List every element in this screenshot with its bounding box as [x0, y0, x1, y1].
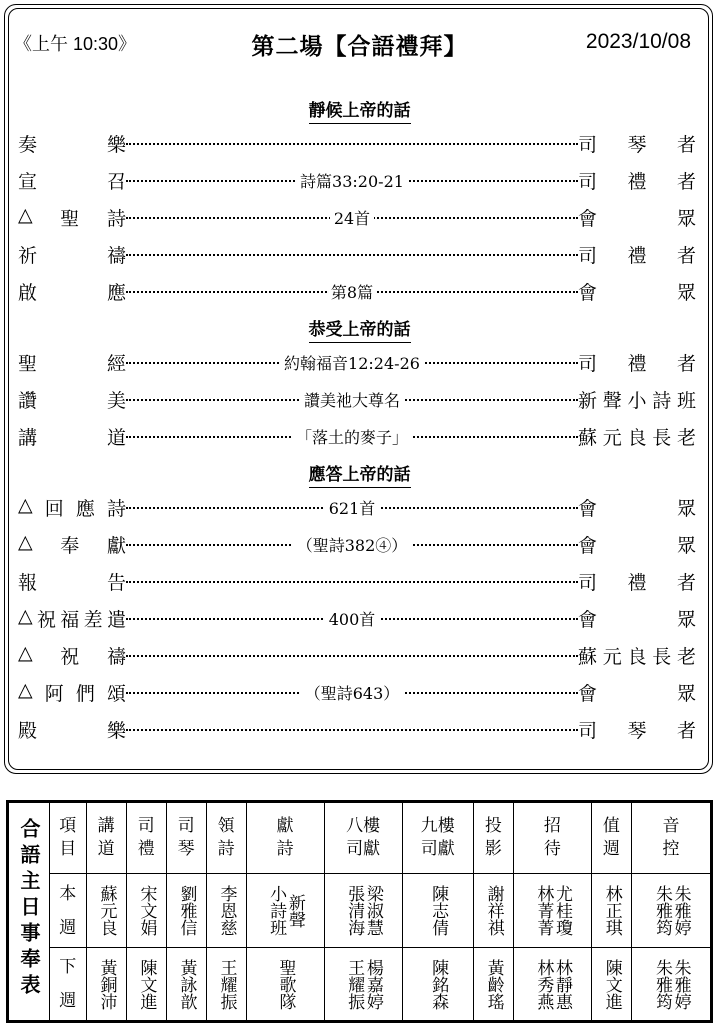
duty-row: [8, 874, 712, 948]
program-item-detail: [126, 681, 578, 704]
duty-column-header-text: 八樓 司獻: [346, 816, 381, 859]
duty-cell: [246, 948, 324, 1022]
program-item: [0, 204, 719, 228]
duty-cell-names: [207, 885, 246, 936]
duty-column-header-text: 音 控: [662, 816, 680, 859]
program-item: [0, 278, 719, 302]
duty-cell-names: [207, 959, 246, 1010]
program-item-name: 奏 樂: [18, 134, 126, 156]
duty-column-header-text: 九樓 司獻: [420, 816, 455, 859]
program-item-performer: 會 眾: [578, 208, 696, 230]
program-item-performer: 蘇 元 良 長 老: [578, 646, 696, 668]
duty-column-header-text: 值 週: [602, 816, 620, 859]
duty-person-name: 梁淑慧: [362, 885, 383, 936]
duty-cell: [402, 874, 473, 948]
program-item-detail: [126, 425, 578, 448]
duty-cell-names: [403, 885, 473, 936]
duty-cell: [402, 948, 473, 1022]
program-item-performer: 司 禮 者: [578, 572, 696, 594]
duty-person-name: 劉雅信: [176, 885, 197, 936]
program-item: [0, 349, 719, 373]
duty-row-label-text: 下 週: [59, 957, 77, 1011]
duty-cell-names: [592, 885, 631, 936]
duty-person-name: 朱雅筠: [651, 885, 672, 936]
duty-cell: [591, 874, 631, 948]
duty-person-name: 黃詠歆: [176, 958, 197, 1010]
dot-leader: [126, 655, 578, 657]
program-item-performer: 司 禮 者: [578, 245, 696, 267]
duty-person-name: 蘇元良: [96, 885, 117, 936]
program-item-detail: [126, 607, 578, 630]
program-item-detail: [126, 169, 578, 192]
duty-person-name: 陳文進: [601, 958, 622, 1010]
duty-cell-names: [87, 959, 126, 1010]
program-item-performer: 司 禮 者: [578, 171, 696, 193]
duty-person-name: 楊嘉婷: [362, 958, 383, 1010]
program-item-name: △ 聖 詩: [18, 204, 126, 230]
program-item-detail: [126, 388, 578, 411]
program-item-detail: [126, 351, 578, 374]
program-item-performer: 會 眾: [578, 535, 696, 557]
program-item-detail-text: 400首: [325, 610, 380, 629]
duty-header-row: [8, 802, 712, 874]
duty-cell: [246, 874, 324, 948]
duty-person-name: 朱雅婷: [670, 885, 691, 936]
duty-cell-names: [592, 959, 631, 1010]
program-item-performer: 蘇 元 良 長 老: [578, 427, 696, 449]
program-item-performer: 會 眾: [578, 282, 696, 304]
duty-cell-names: [167, 885, 206, 936]
service-time: 《上午 10:30》: [14, 34, 137, 54]
duty-cell: [126, 874, 166, 948]
duty-column-header: [591, 802, 631, 874]
duty-cell: [166, 948, 206, 1022]
duty-cell: [631, 874, 711, 948]
duty-column-header: [206, 802, 246, 874]
duty-person-name: 李恩慈: [216, 885, 237, 936]
duty-person-name: 陳志倩: [428, 885, 449, 936]
duty-person-name: 朱雅婷: [670, 958, 691, 1010]
duty-person-name: 謝祥祺: [483, 885, 504, 936]
duty-cell: [86, 948, 126, 1022]
dot-leader: [126, 143, 578, 145]
program-item: [0, 130, 719, 154]
program-item-detail: [126, 496, 578, 519]
duty-cell: [324, 948, 402, 1022]
duty-person-name: 朱雅筠: [651, 958, 672, 1010]
duty-person-name: 陳文進: [136, 958, 157, 1010]
duty-cell: [206, 948, 246, 1022]
duty-column-header-text: 領 詩: [217, 816, 235, 859]
program-item-name: △ 祝 禱: [18, 642, 126, 668]
dot-leader: [126, 581, 578, 583]
program-item-name: △ 奉 獻: [18, 531, 126, 557]
duty-person-name: 黃齡瑤: [483, 958, 504, 1010]
program-item-name: 讚 美: [18, 390, 126, 412]
duty-cell: [206, 874, 246, 948]
duty-column-header: [473, 802, 513, 874]
section-heading: [0, 460, 719, 485]
duty-person-name: 林靜惠: [552, 958, 573, 1010]
duty-cell-names: [127, 885, 166, 936]
duty-person-name: 王耀振: [216, 958, 237, 1010]
duty-column-header-text: 獻 詩: [276, 816, 294, 859]
duty-cell: [513, 874, 591, 948]
program-item: [0, 531, 719, 555]
duty-cell: [473, 874, 513, 948]
program-item-performer: 新 聲 小 詩 班: [578, 390, 696, 412]
duty-cell-names: [514, 959, 591, 1010]
duty-cell: [473, 948, 513, 1022]
duty-cell-names: [514, 885, 591, 936]
duty-cell: [324, 874, 402, 948]
duty-cell: [631, 948, 711, 1022]
duty-cell-names: [127, 959, 166, 1010]
duty-cell: [513, 948, 591, 1022]
program-item: [0, 605, 719, 629]
program-item-detail-text: 24首: [330, 209, 374, 228]
duty-cell-names: [474, 885, 513, 936]
program-item-name: 啟 應: [18, 282, 126, 304]
duty-roster-table: [6, 800, 713, 1023]
program-item-name: 聖 經: [18, 353, 126, 375]
duty-cell: [166, 874, 206, 948]
duty-cell-names: [167, 959, 206, 1010]
program-item: [0, 568, 719, 592]
duty-person-name: 尤桂瓊: [552, 885, 573, 936]
service-date: 2023/10/08: [585, 30, 691, 53]
duty-cell-names: [632, 959, 710, 1010]
program-item-performer: 司 琴 者: [578, 720, 696, 742]
duty-person-name: 小詩班: [266, 885, 287, 936]
program-item-performer: 會 眾: [578, 609, 696, 631]
duty-column-header: [50, 802, 87, 874]
duty-column-header: [402, 802, 473, 874]
program-item-name: 宣 召: [18, 171, 126, 193]
program-item-performer: 會 眾: [578, 498, 696, 520]
program-item-name: △ 祝 福 差 遣: [18, 605, 126, 631]
duty-column-header: [513, 802, 591, 874]
duty-person-name: 黃銅沛: [96, 958, 117, 1010]
section-heading-text: 恭受上帝的話: [309, 320, 411, 343]
duty-cell-names: [474, 959, 513, 1010]
duty-column-header: [246, 802, 324, 874]
program-item: [0, 241, 719, 265]
duty-row-label: [50, 948, 87, 1022]
duty-person-name: 陳銘森: [428, 958, 449, 1010]
section-heading-text: 靜候上帝的話: [309, 101, 411, 124]
program-item-detail-text: （聖詩382④）: [293, 536, 412, 555]
duty-person-name: 新聲: [284, 893, 305, 928]
duty-person-name: 王耀振: [344, 958, 365, 1010]
program-item-detail: [126, 206, 578, 229]
duty-column-header: [166, 802, 206, 874]
duty-cell-names: [247, 959, 324, 1010]
program-item-name: △ 回 應 詩: [18, 494, 126, 520]
duty-person-name: 宋文娟: [136, 885, 157, 936]
program-item-detail-text: （聖詩643）: [301, 684, 404, 703]
program-item: [0, 167, 719, 191]
duty-row-label: [50, 874, 87, 948]
duty-column-header-text: 投 影: [484, 816, 502, 859]
service-title: 第二場【合語禮拜】: [251, 34, 468, 60]
duty-cell-names: [403, 959, 473, 1010]
duty-column-header-text: 司 禮: [137, 816, 155, 859]
program-item-detail-text: 詩篇33:20-21: [296, 172, 408, 191]
duty-person-name: 林秀燕: [533, 958, 554, 1010]
duty-cell: [126, 948, 166, 1022]
duty-person-name: 林菁菁: [533, 885, 554, 936]
program-item-detail-text: 讚美祂大尊名: [300, 391, 404, 410]
duty-cell: [591, 948, 631, 1022]
duty-person-name: 張清海: [344, 885, 365, 936]
program-item-name: △ 阿 們 頌: [18, 679, 126, 705]
program-item-detail: [126, 280, 578, 303]
duty-person-name: 林正琪: [601, 885, 622, 936]
section-heading-text: 應答上帝的話: [309, 465, 411, 488]
program-item-detail-text: 「落土的麥子」: [292, 428, 412, 447]
program-item: [0, 494, 719, 518]
duty-column-header-text: 招 待: [543, 816, 561, 859]
program-item-detail-text: 621首: [325, 499, 380, 518]
duty-column-header: [631, 802, 711, 874]
duty-column-header: [324, 802, 402, 874]
section-heading: [0, 315, 719, 340]
program-item-performer: 會 眾: [578, 683, 696, 705]
program-item-detail: [126, 533, 578, 556]
section-heading: [0, 96, 719, 121]
duty-cell-names: [87, 885, 126, 936]
program-item-detail-text: 約翰福音12:24-26: [280, 354, 424, 373]
duty-row-label-text: 本 週: [59, 883, 77, 938]
program-item-performer: 司 禮 者: [578, 353, 696, 375]
duty-cell-names: [325, 885, 402, 936]
program-item-name: 祈 禱: [18, 245, 126, 267]
duty-row: [8, 948, 712, 1022]
duty-column-header-text: 講 道: [97, 816, 115, 859]
program-item-detail-text: 第8篇: [327, 283, 377, 302]
duty-cell: [86, 874, 126, 948]
program-item-name: 講 道: [18, 427, 126, 449]
program-item-performer: 司 琴 者: [578, 134, 696, 156]
program-item: [0, 716, 719, 740]
duty-cell-names: [632, 885, 710, 936]
program-item: [0, 386, 719, 410]
duty-person-name: 聖歌隊: [275, 958, 296, 1010]
duty-table-title: [8, 802, 50, 1022]
duty-column-header: [86, 802, 126, 874]
program-item-name: 殿 樂: [18, 720, 126, 742]
dot-leader: [126, 729, 578, 731]
duty-column-header-text: 項 目: [59, 816, 77, 859]
duty-cell-names: [247, 885, 324, 936]
duty-table-title-text: 合語主日事奉表: [17, 818, 41, 1000]
program-item: [0, 642, 719, 666]
duty-column-header-text: 司 琴: [177, 816, 195, 859]
program-item-name: 報 告: [18, 572, 126, 594]
dot-leader: [126, 254, 578, 256]
program-item: [0, 679, 719, 703]
duty-column-header: [126, 802, 166, 874]
program-item: [0, 423, 719, 447]
duty-cell-names: [325, 959, 402, 1010]
